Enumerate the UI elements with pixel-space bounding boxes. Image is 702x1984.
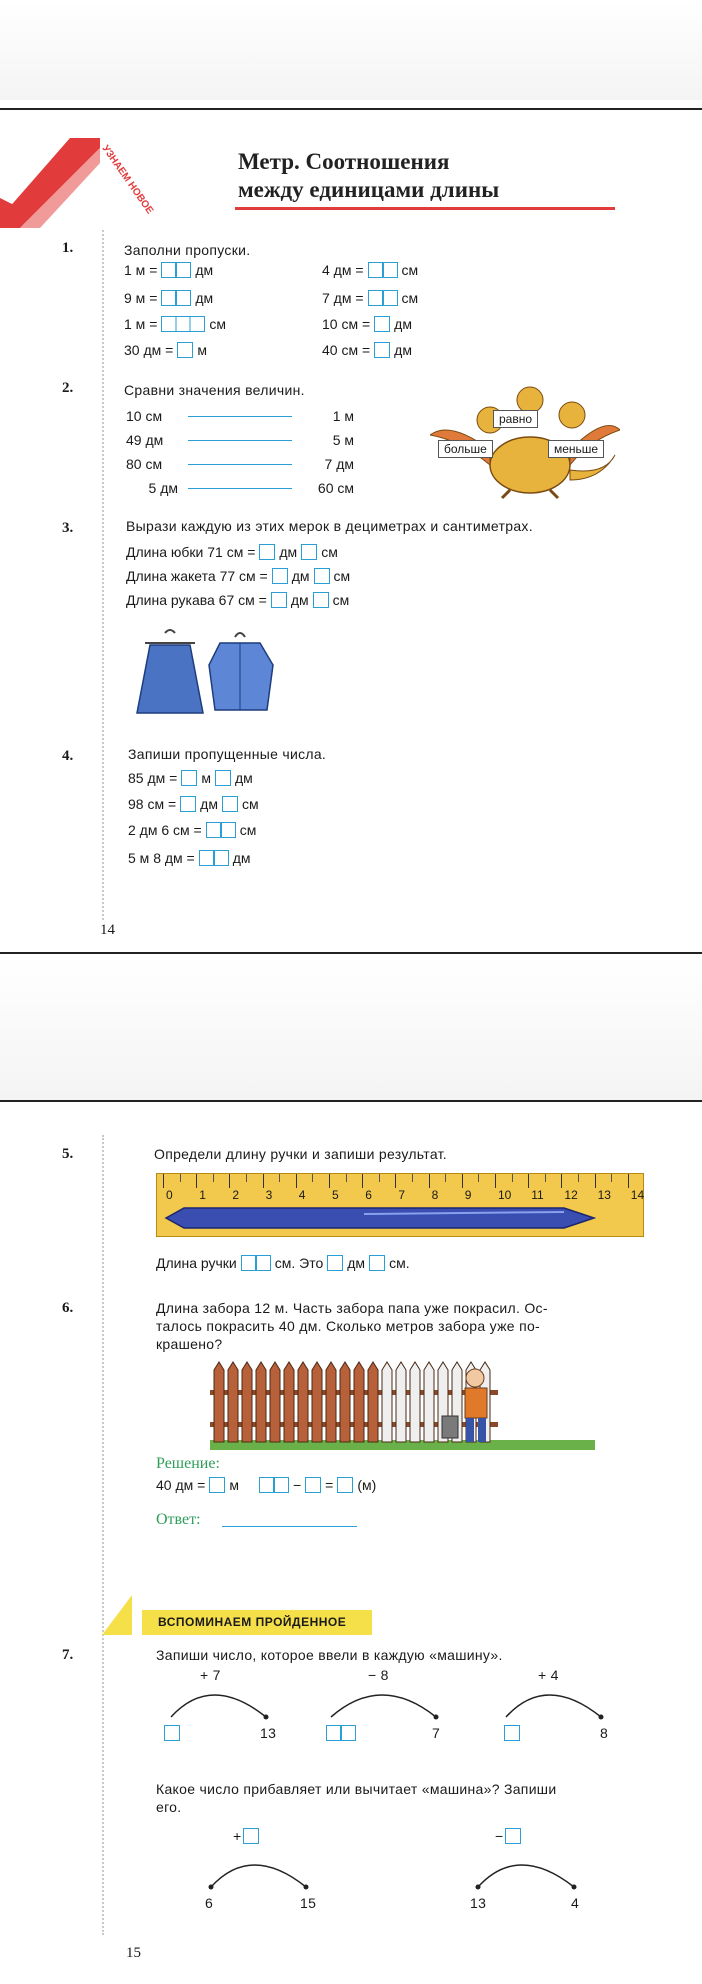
unit: дм (195, 262, 214, 278)
arc-start-point (209, 1885, 214, 1890)
left-value: 49 дм (126, 432, 164, 448)
ruler-tick-label: 10 (498, 1188, 512, 1202)
machine-output: 8 (600, 1725, 609, 1741)
task5-number: 5. (62, 1146, 74, 1162)
fence-board (284, 1362, 294, 1442)
answer-box[interactable] (313, 592, 329, 608)
ruler-minor-tick (512, 1174, 513, 1182)
measure-row (126, 592, 349, 608)
missing-row (128, 770, 253, 786)
ruler-tick-label: 12 (564, 1188, 578, 1202)
expr: 85 дм = (128, 770, 178, 786)
fence-board (256, 1362, 266, 1442)
expr: 1 м = (124, 316, 158, 332)
answer-box[interactable] (337, 1477, 353, 1493)
measure-label: Длина юбки 71 см = (126, 544, 256, 560)
expr: 7 дм = (322, 290, 364, 306)
machine-arc (171, 1695, 266, 1717)
answer-box[interactable] (215, 770, 231, 786)
answer-box[interactable] (222, 796, 238, 812)
machine-output: 13 (260, 1725, 277, 1741)
number-machines (156, 1665, 636, 1755)
answer-box[interactable] (181, 770, 197, 786)
ruler-tick-label: 6 (365, 1188, 372, 1202)
ruler-tick-label: 2 (232, 1188, 240, 1202)
answer-box[interactable] (368, 290, 398, 306)
task2-number: 2. (62, 380, 74, 396)
ruler-major-tick (362, 1174, 363, 1188)
equals-sign: = (325, 1477, 334, 1493)
task1-right-row (322, 290, 418, 306)
answer-box[interactable] (161, 290, 191, 306)
answer-line[interactable] (222, 1526, 357, 1527)
task1-left-row (124, 342, 207, 358)
expr: 30 дм = (124, 342, 174, 358)
right-value: 5 м (332, 432, 354, 448)
hanger-icon (145, 630, 195, 643)
scan-edge (0, 955, 702, 1100)
op-answer-box[interactable] (243, 1828, 259, 1844)
fence-board (382, 1362, 392, 1442)
dragon-tail (570, 455, 615, 480)
fence-board (312, 1362, 322, 1442)
unit: см (401, 262, 419, 278)
machine2-input: 6 (205, 1895, 214, 1911)
page-top-border (0, 1100, 702, 1102)
ruler-tick-label: 11 (531, 1188, 544, 1202)
yellow-triangle (102, 1595, 132, 1635)
machine-arc (331, 1695, 436, 1717)
task1-number: 1. (62, 240, 74, 256)
page-bottom-border (0, 952, 702, 954)
expr: 5 м 8 дм = (128, 850, 195, 866)
answer-line[interactable] (188, 440, 292, 441)
ruler-tick-label: 9 (464, 1188, 472, 1202)
unit: см. (389, 1255, 410, 1271)
arc-start-point (476, 1885, 481, 1890)
ruler-tick-label: 0 (166, 1188, 173, 1202)
expr: 98 см = (128, 796, 177, 812)
fence-illustration (210, 1360, 595, 1450)
missing-row (128, 796, 259, 812)
father-leg (478, 1418, 486, 1442)
ruler-minor-tick (346, 1174, 347, 1182)
unit: дм (394, 342, 412, 358)
unit: см (321, 544, 338, 560)
machine-op: − 8 (368, 1667, 389, 1683)
skirt-icon (137, 645, 203, 713)
ruler-major-tick (561, 1174, 562, 1188)
number-machines-2 (156, 1825, 636, 1915)
answer-box[interactable] (271, 592, 287, 608)
father-head (466, 1369, 484, 1387)
arc-end-point (304, 1885, 309, 1890)
ruler-major-tick (429, 1174, 430, 1188)
ruler-minor-tick (412, 1174, 413, 1182)
expr: 4 дм = (322, 262, 364, 278)
fence-board (298, 1362, 308, 1442)
ruler-tick-label: 13 (597, 1188, 611, 1202)
op-answer-box[interactable] (505, 1828, 521, 1844)
result-unit: (м) (357, 1477, 377, 1493)
expr: 9 м = (124, 290, 158, 306)
ruler-minor-tick (545, 1174, 546, 1182)
right-value: 7 дм (324, 456, 354, 472)
ruler-minor-tick (611, 1174, 612, 1182)
measure-row (126, 568, 350, 584)
answer-line[interactable] (188, 416, 292, 417)
ruler-major-tick (495, 1174, 496, 1188)
expr: 2 дм 6 см = (128, 822, 202, 838)
expr: 1 м = (124, 262, 158, 278)
fence-board (354, 1362, 364, 1442)
ruler-minor-tick (180, 1174, 181, 1182)
learn-new-badge (0, 118, 190, 228)
machine-arc (478, 1865, 574, 1887)
task1-left-row (124, 262, 213, 278)
ruler-major-tick (263, 1174, 264, 1188)
unit: дм (394, 316, 412, 332)
task1-right-row (322, 262, 418, 278)
margin-dots (102, 1135, 104, 1935)
ruler-minor-tick (578, 1174, 579, 1182)
answer-box[interactable] (314, 568, 330, 584)
task7-question-line1: Какое число прибавляет или вычитает «машина»? Запиши (156, 1781, 557, 1797)
machine-arc (506, 1695, 601, 1717)
pen-answer-row (156, 1255, 410, 1271)
unit: см (333, 568, 351, 584)
ruler-minor-tick (213, 1174, 214, 1182)
unit: м (201, 770, 211, 786)
ruler-tick-label: 1 (199, 1188, 206, 1202)
compare-row (126, 480, 354, 496)
expr: 40 см = (322, 342, 371, 358)
fence-board (368, 1362, 378, 1442)
page-title-line2: между единицами длины (238, 177, 500, 202)
task3-text: Вырази каждую из этих мерок в дециметрах и сантиметрах. (126, 518, 533, 534)
fence-board (410, 1362, 420, 1442)
compare-row (126, 408, 354, 424)
machine2-op (495, 1828, 525, 1844)
machine-op: + 7 (200, 1667, 221, 1683)
task7-number: 7. (62, 1647, 74, 1663)
unit: см (401, 290, 419, 306)
unit: м (197, 342, 207, 358)
fence-board (340, 1362, 350, 1442)
review-tag: ВСПОМИНАЕМ ПРОЙДЕННОЕ (158, 1615, 347, 1629)
jacket-icon (209, 643, 273, 710)
answer-line[interactable] (188, 488, 292, 489)
machine2-output: 4 (571, 1895, 580, 1911)
minus-sign: − (292, 1477, 302, 1493)
ruler-major-tick (528, 1174, 529, 1188)
textbook-page-14 (0, 0, 702, 955)
task6-text-line3: крашено? (156, 1336, 223, 1352)
compare-row (126, 432, 354, 448)
task7-question-line2: его. (156, 1799, 182, 1815)
ruler-tick-label: 7 (398, 1188, 406, 1202)
right-value: 1 м (332, 408, 354, 424)
unit: дм (347, 1255, 366, 1271)
answer-box[interactable] (301, 544, 317, 560)
solution-label: Решение: (156, 1455, 220, 1472)
fence-board (270, 1362, 280, 1442)
left-value: 10 см (126, 408, 163, 424)
ruler-major-tick (395, 1174, 396, 1188)
ruler-major-tick (163, 1174, 164, 1188)
page-number: 15 (126, 1945, 141, 1961)
ruler-minor-tick (279, 1174, 280, 1182)
op-sign: − (495, 1828, 504, 1844)
unit: см (239, 822, 257, 838)
answer-box[interactable] (209, 1477, 225, 1493)
page-number: 14 (100, 922, 115, 938)
unit: дм (195, 290, 214, 306)
task5-text: Определи длину ручки и запиши результат. (154, 1146, 447, 1162)
answer-label: Длина ручки (156, 1255, 237, 1271)
unit: см (332, 592, 350, 608)
pen-icon (166, 1208, 594, 1228)
task1-right-row (322, 342, 412, 358)
unit: см (209, 316, 226, 332)
answer-box[interactable] (241, 1255, 271, 1271)
task1-left-row (124, 316, 226, 332)
solution-start: 40 дм = (156, 1477, 206, 1493)
ruler-major-tick (628, 1174, 629, 1188)
missing-row (128, 822, 256, 838)
tag-equal: равно (493, 410, 538, 428)
fence-board (214, 1362, 224, 1442)
father-body (465, 1388, 487, 1418)
unit: дм (279, 544, 298, 560)
answer-box[interactable] (327, 1255, 343, 1271)
answer-box[interactable] (180, 796, 196, 812)
fence-board (242, 1362, 252, 1442)
pen-illustration (164, 1200, 596, 1236)
unit: см. Это (274, 1255, 324, 1271)
answer-box[interactable] (206, 822, 236, 838)
margin-dots (102, 230, 104, 920)
fence-board (396, 1362, 406, 1442)
right-value: 60 см (317, 480, 354, 496)
solution-row (156, 1477, 376, 1493)
task1-left-row (124, 290, 213, 306)
task7-text: Запиши число, которое ввели в каждую «машину». (156, 1647, 503, 1663)
measure-row (126, 544, 338, 560)
ruler-minor-tick (312, 1174, 313, 1182)
unit: см (241, 796, 259, 812)
left-value: 80 см (126, 456, 163, 472)
answer-label: Ответ: (156, 1511, 201, 1528)
machine2-op (233, 1828, 263, 1844)
ruler-minor-tick (478, 1174, 479, 1182)
arc-end-point (599, 1715, 604, 1720)
ruler-tick-label: 14 (630, 1188, 645, 1202)
ruler-major-tick (595, 1174, 596, 1188)
machine-output: 7 (432, 1725, 441, 1741)
page-title-line1: Метр. Соотношения (238, 149, 450, 174)
page-top-border (0, 108, 702, 110)
answer-box[interactable] (369, 1255, 385, 1271)
answer-box[interactable] (374, 342, 390, 358)
unit: м (229, 1477, 239, 1493)
machine2-output: 15 (300, 1895, 317, 1911)
arc-end-point (264, 1715, 269, 1720)
hanger-icon (235, 633, 245, 637)
fence-board (424, 1362, 434, 1442)
unit: дм (291, 568, 310, 584)
machine-arc (211, 1865, 306, 1887)
answer-box[interactable] (305, 1477, 321, 1493)
ruler-tick-label: 5 (332, 1188, 339, 1202)
tag-greater: больше (438, 440, 493, 458)
arc-end-point (572, 1885, 577, 1890)
answer-line[interactable] (188, 464, 292, 465)
answer-box[interactable] (259, 1477, 289, 1493)
machine2-input: 13 (470, 1895, 487, 1911)
answer-box[interactable] (272, 568, 288, 584)
dragon-head-right (559, 402, 585, 428)
task3-number: 3. (62, 520, 74, 536)
unit: дм (290, 592, 309, 608)
machine-input-box[interactable] (504, 1725, 520, 1741)
textbook-page-15 (0, 955, 702, 1984)
task2-text: Сравни значения величин. (124, 382, 305, 398)
ruler-major-tick (229, 1174, 230, 1188)
task1-right-row (322, 316, 412, 332)
ruler-minor-tick (246, 1174, 247, 1182)
measure-label: Длина жакета 77 см = (126, 568, 268, 584)
ruler-tick-label: 4 (298, 1188, 306, 1202)
task1-text: Заполни пропуски. (124, 242, 251, 258)
father-leg (466, 1418, 474, 1442)
paint-bucket-icon (442, 1416, 458, 1438)
answer-box[interactable] (374, 316, 390, 332)
fence-board (326, 1362, 336, 1442)
task4-text: Запиши пропущенные числа. (128, 746, 327, 762)
unit: дм (232, 850, 251, 866)
ruler-tick-label: 8 (431, 1188, 439, 1202)
machine-input-box[interactable] (164, 1725, 180, 1741)
ruler-major-tick (296, 1174, 297, 1188)
answer-box[interactable] (161, 262, 191, 278)
tag-less: меньше (548, 440, 604, 458)
answer-box[interactable] (161, 316, 205, 332)
ruler-major-tick (329, 1174, 330, 1188)
fence-board (228, 1362, 238, 1442)
title-underline (235, 207, 615, 210)
arc-end-point (434, 1715, 439, 1720)
left-value: 5 дм (148, 480, 178, 496)
task6-text-line1: Длина забора 12 м. Часть забора папа уже покрасил. Ос- (156, 1300, 548, 1316)
answer-box[interactable] (177, 342, 193, 358)
answer-box[interactable] (199, 850, 229, 866)
task6-number: 6. (62, 1300, 74, 1316)
op-sign: + (233, 1828, 242, 1844)
ruler-minor-tick (379, 1174, 380, 1182)
expr: 10 см = (322, 316, 371, 332)
badge-text: УЗНАЕМ НОВОЕ (99, 143, 156, 217)
measure-label: Длина рукава 67 см = (126, 592, 267, 608)
ruler-major-tick (196, 1174, 197, 1188)
ruler-tick-label: 3 (265, 1188, 273, 1202)
unit: дм (200, 796, 218, 812)
skirt-jacket-illustration (135, 625, 285, 720)
scan-edge (0, 0, 702, 100)
task6-text-line2: талось покрасить 40 дм. Сколько метров забора уже по- (156, 1318, 541, 1334)
answer-box[interactable] (259, 544, 275, 560)
unit: дм (234, 770, 253, 786)
task4-number: 4. (62, 748, 74, 764)
answer-box[interactable] (368, 262, 398, 278)
ruler-minor-tick (445, 1174, 446, 1182)
machine-input-box[interactable] (326, 1725, 356, 1741)
ruler-major-tick (462, 1174, 463, 1188)
compare-row (126, 456, 354, 472)
missing-row (128, 850, 251, 866)
machine-op: + 4 (538, 1667, 559, 1683)
